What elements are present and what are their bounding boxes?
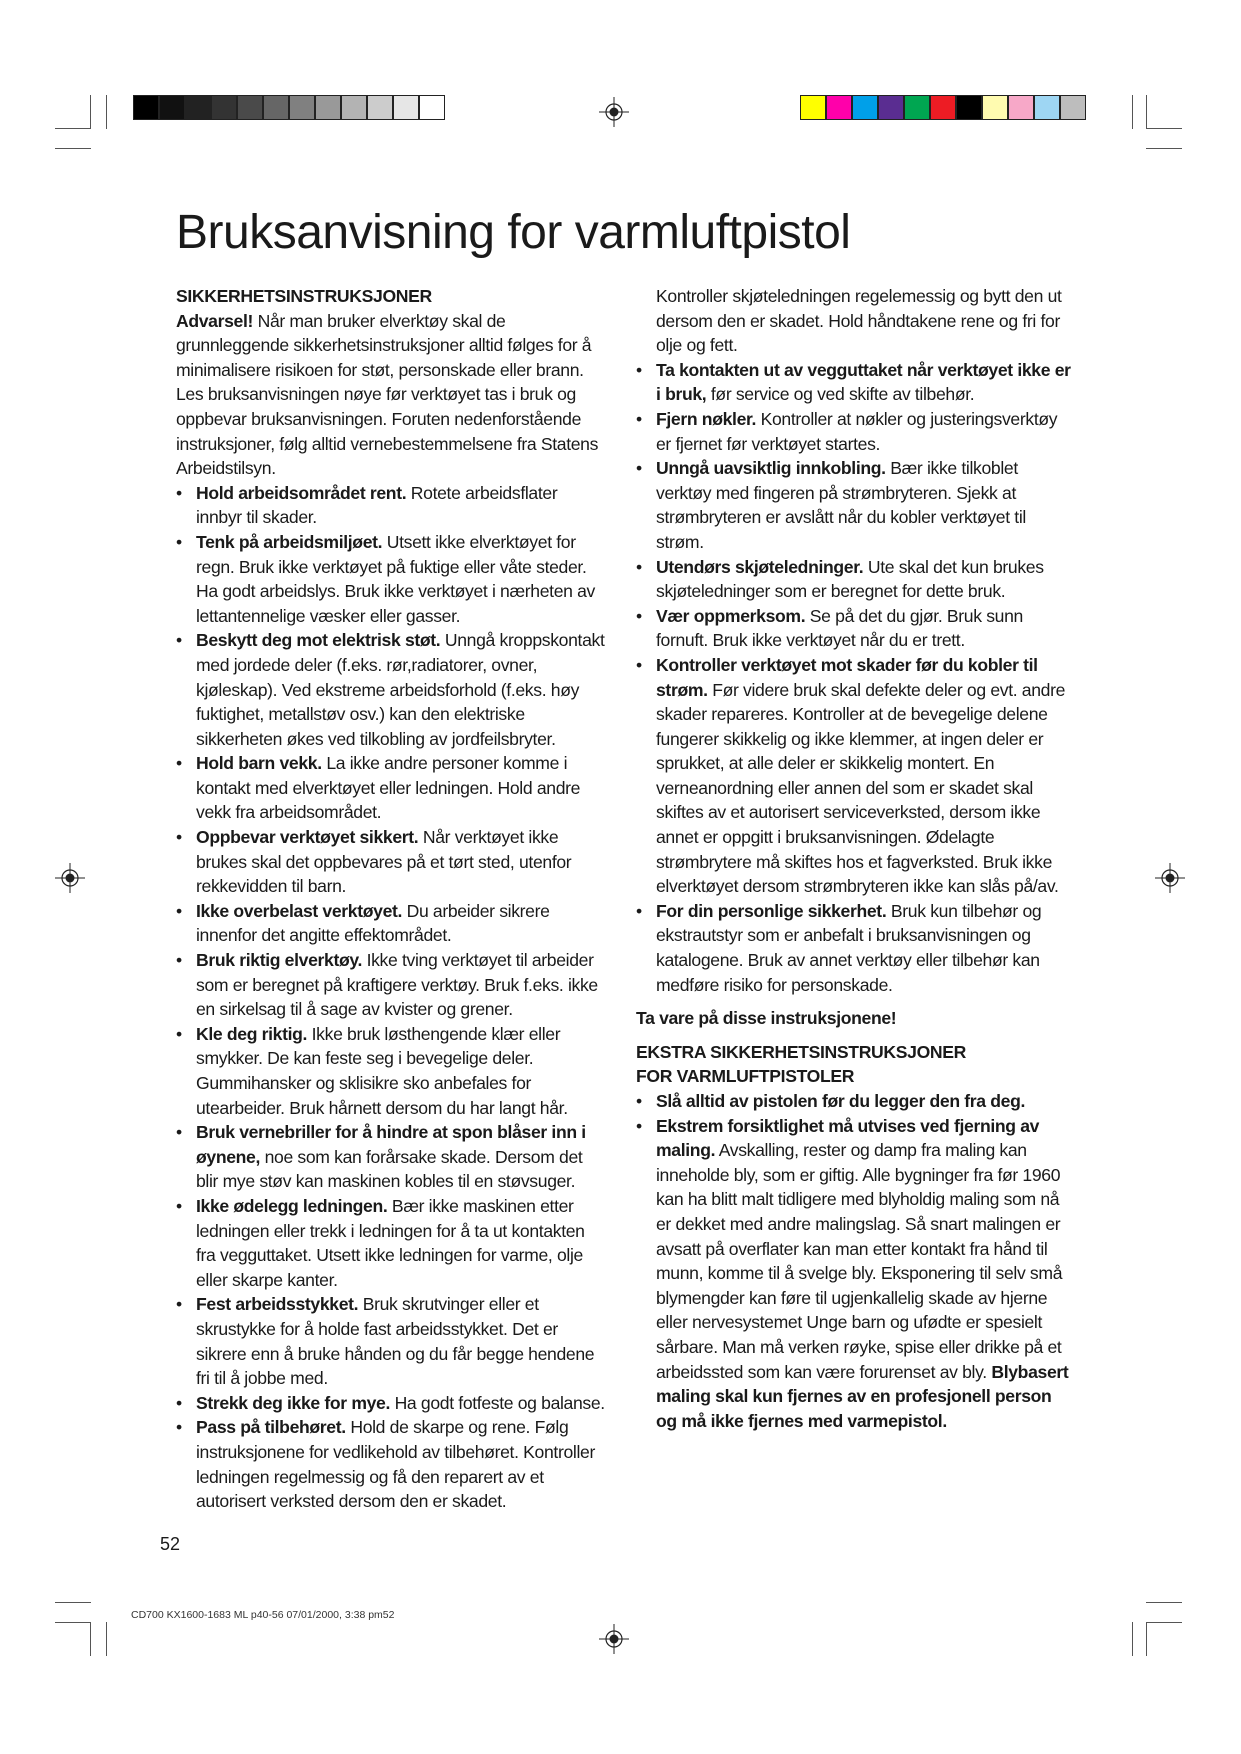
list-item bbox=[176, 751, 606, 825]
section-heading: SIKKERHETSINSTRUKSJONER bbox=[176, 286, 432, 306]
color-swatch bbox=[800, 95, 826, 120]
item-text: Bær ikke tilkoblet verktøy med fingeren på strømbryteren. Sjekk at strømbryteren er avslått når du kobler verktøyet til strøm. bbox=[656, 458, 1026, 552]
page-title: Bruksanvisning for varmluftpistol bbox=[176, 206, 851, 259]
crop-mark bbox=[1146, 1622, 1182, 1623]
item-text: Bruk skrutvinger eller et skrustykke for å holde fast arbeidsstykket. Det er sikrere enn å bruke hånden og du får begge hendene fri til å jobbe med. bbox=[196, 1294, 595, 1389]
item-bold-lead: Bruk riktig elverktøy. bbox=[196, 950, 363, 971]
color-swatch bbox=[159, 95, 185, 120]
item-bold-lead: Hold barn vekk. bbox=[196, 753, 322, 774]
item-bold-lead: Ikke ødelegg ledningen. bbox=[196, 1195, 388, 1216]
color-swatch bbox=[930, 95, 956, 120]
item-bold-lead: Utendørs skjøteledninger. bbox=[656, 556, 864, 577]
color-swatch bbox=[956, 95, 982, 120]
crop-mark bbox=[1132, 1622, 1133, 1656]
item-text: Ute skal det kun brukes skjøteledninger som er beregnet for dette bruk. bbox=[656, 556, 1044, 602]
list-item bbox=[176, 1194, 606, 1292]
item-text: Før videre bruk skal defekte deler og evt. andre skader repareres. Kontroller at de bevegelige delene fungerer skikkelig og ikke klemmer, at ingen deler er sprukket, at alle deler er skikkelig montert. En verneanordning eller annen del som er skadet skal skiftes av et autorisert serviceverksted, dersom ikke annet er oppgitt i bruksanvisningen. Ødelagte strømbrytere må skiftes hos et fagverksted. Bruk ikke elverktøyet dersom strømbryteren ikke kan slås på/av. bbox=[656, 679, 1066, 897]
section-heading: EKSTRA SIKKERHETSINSTRUKSJONER bbox=[636, 1041, 967, 1062]
list-item bbox=[176, 628, 606, 751]
item-bold-lead: Vær oppmerksom. bbox=[656, 605, 806, 626]
crop-mark bbox=[1146, 1602, 1182, 1603]
continued-text: Kontroller skjøteledningen regelemessig og bytt den ut dersom den er skadet. Hold håndtakene rene og fri for olje og fett. bbox=[656, 286, 1062, 356]
crop-mark bbox=[1146, 128, 1182, 129]
item-text: Utsett ikke elverktøyet for regn. Bruk ikke verktøyet på fuktige eller våte steder. Ha godt arbeidslys. Bruk ikke verktøyet i nærheten av lettantennelige væsker eller gasser. bbox=[196, 531, 595, 626]
crop-mark bbox=[1132, 95, 1133, 129]
item-text: Ikke tving verktøyet til arbeider som er beregnet på kraftigere verktøy. Bruk f.eks. ikke en sirkelsag til å sage av kvister og grener. bbox=[196, 950, 598, 1020]
list-item bbox=[176, 530, 606, 628]
item-bold-lead: Bruk vernebriller for å hindre at spon blåser inn i øynene, bbox=[196, 1122, 586, 1167]
item-bold-lead: Ikke overbelast verktøyet. bbox=[196, 900, 403, 921]
item-bold-lead: For din personlige sikkerhet. bbox=[656, 900, 887, 921]
color-swatch bbox=[904, 95, 930, 120]
list-item bbox=[176, 1292, 606, 1390]
list-item bbox=[636, 899, 1074, 997]
keep-instructions-note: Ta vare på disse instruksjonene! bbox=[636, 1008, 897, 1029]
crop-mark bbox=[90, 1622, 91, 1656]
color-swatch bbox=[211, 95, 237, 120]
left-column bbox=[176, 284, 606, 1514]
item-text: Kontroller at nøkler og justeringsverktøy er fjernet før verktøyet startes. bbox=[656, 408, 1058, 454]
color-swatch bbox=[878, 95, 904, 120]
crop-mark bbox=[55, 1622, 91, 1623]
item-bold-lead: Beskytt deg mot elektrisk støt. bbox=[196, 630, 441, 651]
item-bold-lead: Kontroller verktøyet mot skader før du kobler til strøm. bbox=[656, 654, 1038, 700]
item-bold-lead: Ekstrem forsiktlighet må utvises ved fjerning av maling. bbox=[656, 1115, 1040, 1161]
list-item bbox=[176, 481, 606, 530]
crop-mark bbox=[106, 1622, 107, 1656]
item-text: Se på det du gjør. Bruk sunn fornuft. Bruk ikke verktøyet når du er trett. bbox=[656, 605, 1023, 651]
color-swatch bbox=[982, 95, 1008, 120]
right-column bbox=[636, 284, 1074, 1433]
color-swatch bbox=[289, 95, 315, 120]
warning-label: Advarsel! bbox=[176, 310, 254, 331]
color-swatch bbox=[852, 95, 878, 120]
list-item bbox=[176, 1022, 606, 1120]
item-bold-lead: Kle deg riktig. bbox=[196, 1023, 308, 1044]
item-text: noe som kan forårsake skade. Dersom det blir mye støv kan maskinen kobles til en støvsuger. bbox=[196, 1146, 583, 1192]
color-swatch bbox=[341, 95, 367, 120]
item-bold-lead: Ta kontakten ut av vegguttaket når verktøyet ikke er i bruk, bbox=[656, 359, 1071, 405]
list-item bbox=[636, 555, 1074, 604]
item-text: Rotete arbeidsflater innbyr til skader. bbox=[196, 482, 558, 528]
crop-mark bbox=[55, 148, 91, 149]
item-text: før service og ved skifte av tilbehør. bbox=[706, 384, 975, 405]
item-bold-lead: Slå alltid av pistolen før du legger den fra deg. bbox=[656, 1091, 1026, 1111]
color-calibration-bar bbox=[800, 95, 1086, 120]
color-swatch bbox=[1034, 95, 1060, 120]
item-text: La ikke andre personer komme i kontakt med elverktøyet eller ledningen. Hold andre vekk fra arbeidsområdet. bbox=[196, 753, 581, 823]
crop-mark bbox=[55, 1602, 91, 1603]
crop-mark bbox=[106, 95, 107, 129]
list-item bbox=[636, 358, 1074, 407]
color-swatch bbox=[1060, 95, 1086, 120]
safety-list bbox=[636, 358, 1074, 997]
registration-target-icon bbox=[55, 863, 85, 893]
registration-target-icon bbox=[599, 1624, 629, 1654]
list-item bbox=[176, 1120, 606, 1194]
item-text: Ha godt fotfeste og balanse. bbox=[390, 1392, 605, 1413]
list-item bbox=[176, 825, 606, 899]
item-text: Du arbeider sikrere innenfor det angitte effektområdet. bbox=[196, 900, 550, 946]
item-bold-lead: Hold arbeidsområdet rent. bbox=[196, 482, 407, 503]
list-item bbox=[636, 604, 1074, 653]
color-swatch bbox=[237, 95, 263, 120]
color-swatch bbox=[367, 95, 393, 120]
heat-gun-safety-list bbox=[636, 1089, 1074, 1433]
item-bold-lead: Tenk på arbeidsmiljøet. bbox=[196, 531, 383, 552]
list-item bbox=[176, 899, 606, 948]
registration-target-icon bbox=[1155, 863, 1185, 893]
color-swatch bbox=[419, 95, 445, 120]
crop-mark bbox=[55, 128, 91, 129]
item-bold-lead: Unngå uavsiktlig innkobling. bbox=[656, 458, 886, 479]
list-item bbox=[176, 1391, 606, 1416]
color-swatch bbox=[263, 95, 289, 120]
item-bold-lead: Fest arbeidsstykket. bbox=[196, 1294, 359, 1315]
color-swatch bbox=[1008, 95, 1034, 120]
intro-paragraph bbox=[176, 309, 606, 481]
item-text: Bruk kun tilbehør og ekstrautstyr som er anbefalt i bruksanvisningen og katalogene. Bruk av annet verktøy eller tilbehør kan medføre risiko for personskade. bbox=[656, 900, 1042, 995]
safety-list bbox=[176, 481, 606, 1514]
color-swatch bbox=[185, 95, 211, 120]
print-footer: CD700 KX1600-1683 ML p40-56 07/01/2000, 3:38 pm52 bbox=[131, 1609, 395, 1621]
item-bold-lead: Oppbevar verktøyet sikkert. bbox=[196, 827, 419, 848]
crop-mark bbox=[90, 95, 91, 129]
item-bold-lead: Strekk deg ikke for mye. bbox=[196, 1392, 391, 1413]
list-item bbox=[636, 653, 1074, 899]
item-text: Bær ikke maskinen etter ledningen eller trekk i ledningen for å ta ut kontakten fra vegguttaket. Utsett ikke ledningen for varme, olje eller skarpe kanter. bbox=[196, 1195, 585, 1290]
greyscale-calibration-bar bbox=[133, 95, 445, 120]
list-item bbox=[636, 1089, 1074, 1114]
list-item bbox=[636, 1114, 1074, 1434]
list-item bbox=[176, 1415, 606, 1513]
color-swatch bbox=[133, 95, 159, 120]
color-swatch bbox=[826, 95, 852, 120]
section-heading: FOR VARMLUFTPISTOLER bbox=[636, 1066, 855, 1087]
crop-mark bbox=[1146, 1622, 1147, 1656]
list-item bbox=[636, 456, 1074, 554]
item-text: Unngå kroppskontakt med jordede deler (f.eks. rør,radiatorer, ovner, kjøleskap). Ved ekstreme arbeidsforhold (f.eks. høy fuktighet, metallstøv osv.) kan den elektriske sikkerheten økes ved tilkobling av jordfeilsbryter. bbox=[196, 630, 605, 749]
registration-target-icon bbox=[599, 97, 629, 127]
item-text: Avskalling, rester og damp fra maling kan inneholde bly, som er giftig. Alle bygninger fra før 1960 kan ha blitt malt tidligere med blyholdig maling som nå er dekket med andre malingslag. Så snart malingen er avsatt på overflater kan man etter kontakt fra hånd til munn, komme til å svelge bly. Eksponering til selv små blymengder kan føre til ugjenkallelig skade av hjerne eller nervesystemet Unge barn og ufødte er spesielt sårbare. Man må verken røyke, spise eller drikke på et arbeidssted som kan være forurenset av bly. bbox=[656, 1140, 1063, 1382]
item-text: Ikke bruk løsthengende klær eller smykker. De kan feste seg i bevegelige deler. Gummihansker og sklisikre sko anbefales for utearbeider. Bruk hårnett dersom du har langt hår. bbox=[196, 1023, 568, 1118]
crop-mark bbox=[1146, 148, 1182, 149]
item-bold-lead: Fjern nøkler. bbox=[656, 408, 757, 429]
color-swatch bbox=[393, 95, 419, 120]
item-text: Når verktøyet ikke brukes skal det oppbevares på et tørt sted, utenfor rekkevidden til barn. bbox=[196, 827, 572, 897]
list-item bbox=[176, 948, 606, 1022]
intro-text: Når man bruker elverktøy skal de grunnleggende sikkerhetsinstruksjoner alltid følges for å minimalisere risikoen for støt, personskade eller brann. Les bruksanvisningen nøye før verktøyet tas i bruk og oppbevar bruksanvisningen. Foruten nedenforstående instruksjoner, følg alltid vernebestemmelsene fra Statens Arbeidstilsyn. bbox=[176, 310, 599, 479]
crop-mark bbox=[1146, 95, 1147, 129]
list-item bbox=[636, 407, 1074, 456]
color-swatch bbox=[315, 95, 341, 120]
item-bold-lead: Pass på tilbehøret. bbox=[196, 1417, 346, 1438]
item-bold-tail: Blybasert maling skal kun fjernes av en profesjonell person og må ikke fjernes med varmepistol. bbox=[656, 1361, 1069, 1431]
page-number: 52 bbox=[160, 1534, 181, 1554]
item-text: Hold de skarpe og rene. Følg instruksjonene for vedlikehold av tilbehøret. Kontroller ledningen regelmessig og få den reparert av et autorisert verksted dersom den er skadet. bbox=[196, 1417, 595, 1512]
